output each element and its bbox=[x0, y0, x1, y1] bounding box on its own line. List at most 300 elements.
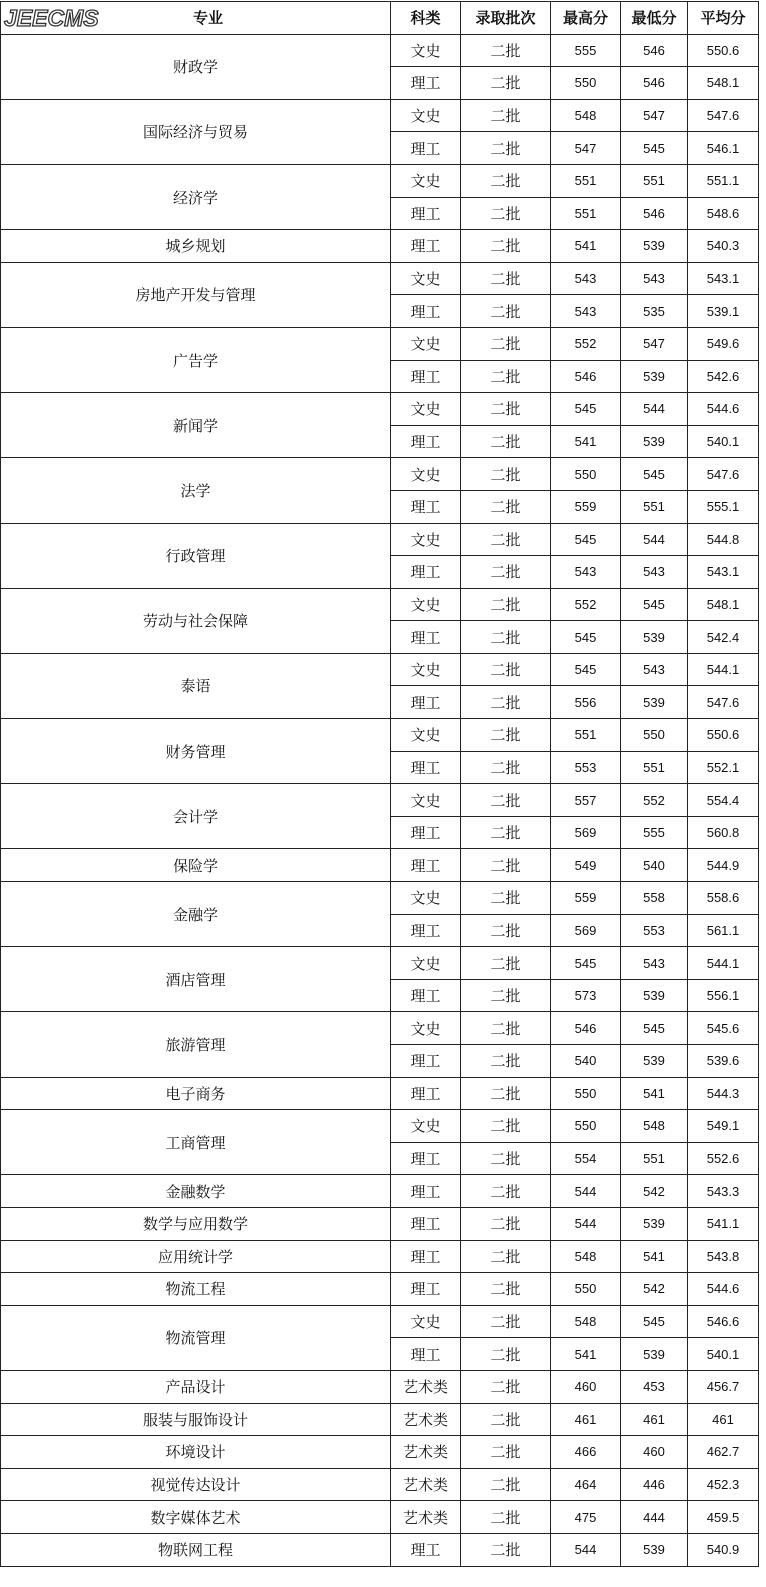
table-row bbox=[1, 458, 759, 491]
min-score-cell: 539 bbox=[621, 686, 688, 719]
max-score-cell: 569 bbox=[551, 914, 621, 947]
batch-cell: 二批 bbox=[461, 1077, 551, 1110]
max-score-cell: 559 bbox=[551, 490, 621, 523]
category-cell: 理工 bbox=[391, 67, 461, 100]
max-score-cell: 552 bbox=[551, 327, 621, 360]
major-name-cell: 房地产开发与管理 bbox=[1, 262, 391, 327]
major-name-cell: 会计学 bbox=[1, 784, 391, 849]
header-min-score: 最低分 bbox=[621, 2, 688, 35]
avg-score-cell: 543.1 bbox=[688, 262, 759, 295]
max-score-cell: 543 bbox=[551, 262, 621, 295]
batch-cell: 二批 bbox=[461, 979, 551, 1012]
batch-cell: 二批 bbox=[461, 653, 551, 686]
header-major bbox=[1, 2, 391, 35]
major-name-cell: 服装与服饰设计 bbox=[1, 1403, 391, 1436]
max-score-cell: 550 bbox=[551, 1077, 621, 1110]
batch-cell: 二批 bbox=[461, 719, 551, 752]
major-name-cell: 视觉传达设计 bbox=[1, 1468, 391, 1501]
batch-cell: 二批 bbox=[461, 230, 551, 263]
min-score-cell: 539 bbox=[621, 1045, 688, 1078]
min-score-cell: 544 bbox=[621, 393, 688, 426]
table-row bbox=[1, 947, 759, 980]
table-row bbox=[1, 653, 759, 686]
min-score-cell: 558 bbox=[621, 882, 688, 915]
category-cell: 文史 bbox=[391, 784, 461, 817]
batch-cell: 二批 bbox=[461, 1305, 551, 1338]
avg-score-cell: 552.1 bbox=[688, 751, 759, 784]
major-name-cell: 保险学 bbox=[1, 849, 391, 882]
batch-cell: 二批 bbox=[461, 1436, 551, 1469]
max-score-cell: 551 bbox=[551, 719, 621, 752]
table-row bbox=[1, 588, 759, 621]
min-score-cell: 543 bbox=[621, 947, 688, 980]
min-score-cell: 544 bbox=[621, 523, 688, 556]
table-row bbox=[1, 1403, 759, 1436]
category-cell: 文史 bbox=[391, 947, 461, 980]
category-cell: 文史 bbox=[391, 34, 461, 67]
category-cell: 理工 bbox=[391, 686, 461, 719]
table-row bbox=[1, 1533, 759, 1566]
header-major-label: 专业 bbox=[192, 9, 223, 28]
avg-score-cell: 548.1 bbox=[688, 588, 759, 621]
header-batch: 录取批次 bbox=[461, 2, 551, 35]
table-row bbox=[1, 1175, 759, 1208]
avg-score-cell: 560.8 bbox=[688, 816, 759, 849]
min-score-cell: 546 bbox=[621, 67, 688, 100]
major-name-cell: 财政学 bbox=[1, 34, 391, 99]
table-row bbox=[1, 719, 759, 752]
major-name-cell: 城乡规划 bbox=[1, 230, 391, 263]
avg-score-cell: 550.6 bbox=[688, 34, 759, 67]
max-score-cell: 556 bbox=[551, 686, 621, 719]
batch-cell: 二批 bbox=[461, 914, 551, 947]
min-score-cell: 453 bbox=[621, 1370, 688, 1403]
avg-score-cell: 544.9 bbox=[688, 849, 759, 882]
min-score-cell: 461 bbox=[621, 1403, 688, 1436]
batch-cell: 二批 bbox=[461, 1207, 551, 1240]
batch-cell: 二批 bbox=[461, 1273, 551, 1306]
table-row bbox=[1, 784, 759, 817]
avg-score-cell: 542.6 bbox=[688, 360, 759, 393]
avg-score-cell: 459.5 bbox=[688, 1501, 759, 1534]
table-row bbox=[1, 1370, 759, 1403]
table-row bbox=[1, 849, 759, 882]
max-score-cell: 475 bbox=[551, 1501, 621, 1534]
max-score-cell: 466 bbox=[551, 1436, 621, 1469]
batch-cell: 二批 bbox=[461, 621, 551, 654]
batch-cell: 二批 bbox=[461, 360, 551, 393]
avg-score-cell: 542.4 bbox=[688, 621, 759, 654]
max-score-cell: 557 bbox=[551, 784, 621, 817]
max-score-cell: 541 bbox=[551, 230, 621, 263]
table-row bbox=[1, 230, 759, 263]
category-cell: 理工 bbox=[391, 1077, 461, 1110]
max-score-cell: 550 bbox=[551, 1110, 621, 1143]
header-category: 科类 bbox=[391, 2, 461, 35]
category-cell: 文史 bbox=[391, 262, 461, 295]
jeecms-watermark-logo: JEECMS bbox=[4, 5, 99, 31]
admission-score-table bbox=[0, 1, 759, 1567]
table-row bbox=[1, 1436, 759, 1469]
max-score-cell: 569 bbox=[551, 816, 621, 849]
batch-cell: 二批 bbox=[461, 132, 551, 165]
max-score-cell: 544 bbox=[551, 1175, 621, 1208]
min-score-cell: 539 bbox=[621, 979, 688, 1012]
min-score-cell: 535 bbox=[621, 295, 688, 328]
batch-cell: 二批 bbox=[461, 1468, 551, 1501]
batch-cell: 二批 bbox=[461, 849, 551, 882]
table-row bbox=[1, 1273, 759, 1306]
avg-score-cell: 561.1 bbox=[688, 914, 759, 947]
batch-cell: 二批 bbox=[461, 686, 551, 719]
table-row bbox=[1, 1305, 759, 1338]
category-cell: 理工 bbox=[391, 230, 461, 263]
category-cell: 理工 bbox=[391, 132, 461, 165]
table-row bbox=[1, 1012, 759, 1045]
min-score-cell: 539 bbox=[621, 621, 688, 654]
batch-cell: 二批 bbox=[461, 1142, 551, 1175]
category-cell: 文史 bbox=[391, 1110, 461, 1143]
category-cell: 文史 bbox=[391, 882, 461, 915]
max-score-cell: 544 bbox=[551, 1207, 621, 1240]
min-score-cell: 460 bbox=[621, 1436, 688, 1469]
major-name-cell: 经济学 bbox=[1, 164, 391, 229]
max-score-cell: 544 bbox=[551, 1533, 621, 1566]
avg-score-cell: 543.3 bbox=[688, 1175, 759, 1208]
min-score-cell: 548 bbox=[621, 1110, 688, 1143]
max-score-cell: 559 bbox=[551, 882, 621, 915]
table-row bbox=[1, 327, 759, 360]
category-cell: 理工 bbox=[391, 1045, 461, 1078]
max-score-cell: 461 bbox=[551, 1403, 621, 1436]
min-score-cell: 545 bbox=[621, 1305, 688, 1338]
batch-cell: 二批 bbox=[461, 295, 551, 328]
max-score-cell: 548 bbox=[551, 1305, 621, 1338]
avg-score-cell: 550.6 bbox=[688, 719, 759, 752]
min-score-cell: 547 bbox=[621, 99, 688, 132]
table-row bbox=[1, 34, 759, 67]
avg-score-cell: 540.1 bbox=[688, 1338, 759, 1371]
category-cell: 文史 bbox=[391, 393, 461, 426]
avg-score-cell: 544.1 bbox=[688, 653, 759, 686]
min-score-cell: 444 bbox=[621, 1501, 688, 1534]
max-score-cell: 550 bbox=[551, 1273, 621, 1306]
batch-cell: 二批 bbox=[461, 947, 551, 980]
batch-cell: 二批 bbox=[461, 425, 551, 458]
avg-score-cell: 540.3 bbox=[688, 230, 759, 263]
batch-cell: 二批 bbox=[461, 34, 551, 67]
avg-score-cell: 547.6 bbox=[688, 686, 759, 719]
min-score-cell: 545 bbox=[621, 458, 688, 491]
table-row bbox=[1, 164, 759, 197]
major-name-cell: 财务管理 bbox=[1, 719, 391, 784]
category-cell: 理工 bbox=[391, 1142, 461, 1175]
avg-score-cell: 541.1 bbox=[688, 1207, 759, 1240]
max-score-cell: 543 bbox=[551, 295, 621, 328]
max-score-cell: 541 bbox=[551, 425, 621, 458]
category-cell: 文史 bbox=[391, 719, 461, 752]
category-cell: 理工 bbox=[391, 849, 461, 882]
category-cell: 文史 bbox=[391, 327, 461, 360]
major-name-cell: 新闻学 bbox=[1, 393, 391, 458]
batch-cell: 二批 bbox=[461, 197, 551, 230]
min-score-cell: 539 bbox=[621, 1207, 688, 1240]
batch-cell: 二批 bbox=[461, 784, 551, 817]
max-score-cell: 545 bbox=[551, 393, 621, 426]
major-name-cell: 泰语 bbox=[1, 653, 391, 718]
category-cell: 理工 bbox=[391, 360, 461, 393]
major-name-cell: 金融学 bbox=[1, 882, 391, 947]
min-score-cell: 545 bbox=[621, 132, 688, 165]
max-score-cell: 554 bbox=[551, 1142, 621, 1175]
major-name-cell: 劳动与社会保障 bbox=[1, 588, 391, 653]
major-name-cell: 数字媒体艺术 bbox=[1, 1501, 391, 1534]
avg-score-cell: 544.6 bbox=[688, 1273, 759, 1306]
max-score-cell: 551 bbox=[551, 197, 621, 230]
table-row bbox=[1, 1501, 759, 1534]
category-cell: 理工 bbox=[391, 816, 461, 849]
batch-cell: 二批 bbox=[461, 393, 551, 426]
batch-cell: 二批 bbox=[461, 1240, 551, 1273]
category-cell: 艺术类 bbox=[391, 1501, 461, 1534]
avg-score-cell: 539.6 bbox=[688, 1045, 759, 1078]
batch-cell: 二批 bbox=[461, 262, 551, 295]
min-score-cell: 541 bbox=[621, 1077, 688, 1110]
major-name-cell: 行政管理 bbox=[1, 523, 391, 588]
min-score-cell: 542 bbox=[621, 1273, 688, 1306]
max-score-cell: 548 bbox=[551, 1240, 621, 1273]
min-score-cell: 541 bbox=[621, 1240, 688, 1273]
major-name-cell: 数学与应用数学 bbox=[1, 1207, 391, 1240]
category-cell: 文史 bbox=[391, 1012, 461, 1045]
avg-score-cell: 462.7 bbox=[688, 1436, 759, 1469]
max-score-cell: 551 bbox=[551, 164, 621, 197]
table-row bbox=[1, 1207, 759, 1240]
avg-score-cell: 547.6 bbox=[688, 99, 759, 132]
min-score-cell: 553 bbox=[621, 914, 688, 947]
batch-cell: 二批 bbox=[461, 1533, 551, 1566]
batch-cell: 二批 bbox=[461, 588, 551, 621]
table-row bbox=[1, 1240, 759, 1273]
max-score-cell: 555 bbox=[551, 34, 621, 67]
table-row bbox=[1, 882, 759, 915]
min-score-cell: 545 bbox=[621, 1012, 688, 1045]
max-score-cell: 546 bbox=[551, 360, 621, 393]
max-score-cell: 547 bbox=[551, 132, 621, 165]
batch-cell: 二批 bbox=[461, 458, 551, 491]
category-cell: 理工 bbox=[391, 1273, 461, 1306]
category-cell: 文史 bbox=[391, 164, 461, 197]
batch-cell: 二批 bbox=[461, 523, 551, 556]
major-name-cell: 广告学 bbox=[1, 327, 391, 392]
category-cell: 理工 bbox=[391, 979, 461, 1012]
category-cell: 理工 bbox=[391, 1533, 461, 1566]
min-score-cell: 551 bbox=[621, 751, 688, 784]
batch-cell: 二批 bbox=[461, 751, 551, 784]
avg-score-cell: 549.6 bbox=[688, 327, 759, 360]
max-score-cell: 549 bbox=[551, 849, 621, 882]
min-score-cell: 446 bbox=[621, 1468, 688, 1501]
max-score-cell: 545 bbox=[551, 947, 621, 980]
table-row bbox=[1, 99, 759, 132]
avg-score-cell: 548.1 bbox=[688, 67, 759, 100]
major-name-cell: 国际经济与贸易 bbox=[1, 99, 391, 164]
max-score-cell: 550 bbox=[551, 67, 621, 100]
max-score-cell: 541 bbox=[551, 1338, 621, 1371]
avg-score-cell: 461 bbox=[688, 1403, 759, 1436]
category-cell: 文史 bbox=[391, 653, 461, 686]
major-name-cell: 法学 bbox=[1, 458, 391, 523]
min-score-cell: 551 bbox=[621, 1142, 688, 1175]
category-cell: 理工 bbox=[391, 1338, 461, 1371]
min-score-cell: 555 bbox=[621, 816, 688, 849]
avg-score-cell: 556.1 bbox=[688, 979, 759, 1012]
batch-cell: 二批 bbox=[461, 1403, 551, 1436]
major-name-cell: 电子商务 bbox=[1, 1077, 391, 1110]
category-cell: 理工 bbox=[391, 490, 461, 523]
major-name-cell: 旅游管理 bbox=[1, 1012, 391, 1077]
avg-score-cell: 544.3 bbox=[688, 1077, 759, 1110]
min-score-cell: 543 bbox=[621, 653, 688, 686]
min-score-cell: 540 bbox=[621, 849, 688, 882]
min-score-cell: 552 bbox=[621, 784, 688, 817]
table-row bbox=[1, 1110, 759, 1143]
batch-cell: 二批 bbox=[461, 99, 551, 132]
batch-cell: 二批 bbox=[461, 327, 551, 360]
avg-score-cell: 552.6 bbox=[688, 1142, 759, 1175]
major-name-cell: 酒店管理 bbox=[1, 947, 391, 1012]
major-name-cell: 工商管理 bbox=[1, 1110, 391, 1175]
category-cell: 理工 bbox=[391, 1207, 461, 1240]
batch-cell: 二批 bbox=[461, 67, 551, 100]
max-score-cell: 548 bbox=[551, 99, 621, 132]
category-cell: 理工 bbox=[391, 621, 461, 654]
avg-score-cell: 544.6 bbox=[688, 393, 759, 426]
batch-cell: 二批 bbox=[461, 1175, 551, 1208]
batch-cell: 二批 bbox=[461, 556, 551, 589]
table-row bbox=[1, 1077, 759, 1110]
category-cell: 文史 bbox=[391, 458, 461, 491]
max-score-cell: 546 bbox=[551, 1012, 621, 1045]
min-score-cell: 545 bbox=[621, 588, 688, 621]
category-cell: 文史 bbox=[391, 523, 461, 556]
category-cell: 理工 bbox=[391, 1175, 461, 1208]
avg-score-cell: 548.6 bbox=[688, 197, 759, 230]
batch-cell: 二批 bbox=[461, 882, 551, 915]
max-score-cell: 550 bbox=[551, 458, 621, 491]
avg-score-cell: 551.1 bbox=[688, 164, 759, 197]
min-score-cell: 542 bbox=[621, 1175, 688, 1208]
max-score-cell: 573 bbox=[551, 979, 621, 1012]
major-name-cell: 物流管理 bbox=[1, 1305, 391, 1370]
avg-score-cell: 452.3 bbox=[688, 1468, 759, 1501]
table-row bbox=[1, 393, 759, 426]
category-cell: 理工 bbox=[391, 295, 461, 328]
header-max-score: 最高分 bbox=[551, 2, 621, 35]
header-avg-score: 平均分 bbox=[688, 2, 759, 35]
batch-cell: 二批 bbox=[461, 1338, 551, 1371]
category-cell: 艺术类 bbox=[391, 1370, 461, 1403]
min-score-cell: 550 bbox=[621, 719, 688, 752]
min-score-cell: 551 bbox=[621, 164, 688, 197]
avg-score-cell: 547.6 bbox=[688, 458, 759, 491]
batch-cell: 二批 bbox=[461, 164, 551, 197]
avg-score-cell: 540.9 bbox=[688, 1533, 759, 1566]
max-score-cell: 545 bbox=[551, 523, 621, 556]
avg-score-cell: 546.6 bbox=[688, 1305, 759, 1338]
min-score-cell: 547 bbox=[621, 327, 688, 360]
min-score-cell: 551 bbox=[621, 490, 688, 523]
max-score-cell: 460 bbox=[551, 1370, 621, 1403]
category-cell: 文史 bbox=[391, 1305, 461, 1338]
batch-cell: 二批 bbox=[461, 1110, 551, 1143]
major-name-cell: 金融数学 bbox=[1, 1175, 391, 1208]
batch-cell: 二批 bbox=[461, 490, 551, 523]
category-cell: 理工 bbox=[391, 425, 461, 458]
category-cell: 艺术类 bbox=[391, 1468, 461, 1501]
min-score-cell: 546 bbox=[621, 34, 688, 67]
category-cell: 文史 bbox=[391, 588, 461, 621]
avg-score-cell: 456.7 bbox=[688, 1370, 759, 1403]
category-cell: 理工 bbox=[391, 556, 461, 589]
major-name-cell: 物联网工程 bbox=[1, 1533, 391, 1566]
major-name-cell: 环境设计 bbox=[1, 1436, 391, 1469]
min-score-cell: 543 bbox=[621, 556, 688, 589]
avg-score-cell: 558.6 bbox=[688, 882, 759, 915]
major-name-cell: 应用统计学 bbox=[1, 1240, 391, 1273]
score-table-container bbox=[0, 1, 758, 1567]
table-row bbox=[1, 262, 759, 295]
category-cell: 理工 bbox=[391, 914, 461, 947]
min-score-cell: 539 bbox=[621, 360, 688, 393]
batch-cell: 二批 bbox=[461, 1370, 551, 1403]
avg-score-cell: 540.1 bbox=[688, 425, 759, 458]
table-row bbox=[1, 1468, 759, 1501]
avg-score-cell: 544.1 bbox=[688, 947, 759, 980]
min-score-cell: 539 bbox=[621, 1338, 688, 1371]
min-score-cell: 539 bbox=[621, 425, 688, 458]
major-name-cell: 物流工程 bbox=[1, 1273, 391, 1306]
table-body bbox=[1, 34, 759, 1566]
avg-score-cell: 545.6 bbox=[688, 1012, 759, 1045]
batch-cell: 二批 bbox=[461, 1012, 551, 1045]
category-cell: 理工 bbox=[391, 1240, 461, 1273]
batch-cell: 二批 bbox=[461, 1045, 551, 1078]
major-name-cell: 产品设计 bbox=[1, 1370, 391, 1403]
avg-score-cell: 546.1 bbox=[688, 132, 759, 165]
category-cell: 艺术类 bbox=[391, 1436, 461, 1469]
min-score-cell: 543 bbox=[621, 262, 688, 295]
category-cell: 文史 bbox=[391, 99, 461, 132]
avg-score-cell: 539.1 bbox=[688, 295, 759, 328]
min-score-cell: 546 bbox=[621, 197, 688, 230]
avg-score-cell: 549.1 bbox=[688, 1110, 759, 1143]
avg-score-cell: 544.8 bbox=[688, 523, 759, 556]
table-header-row bbox=[1, 2, 759, 35]
min-score-cell: 539 bbox=[621, 1533, 688, 1566]
batch-cell: 二批 bbox=[461, 816, 551, 849]
category-cell: 理工 bbox=[391, 197, 461, 230]
max-score-cell: 545 bbox=[551, 621, 621, 654]
batch-cell: 二批 bbox=[461, 1501, 551, 1534]
avg-score-cell: 554.4 bbox=[688, 784, 759, 817]
max-score-cell: 553 bbox=[551, 751, 621, 784]
category-cell: 理工 bbox=[391, 751, 461, 784]
max-score-cell: 552 bbox=[551, 588, 621, 621]
avg-score-cell: 555.1 bbox=[688, 490, 759, 523]
max-score-cell: 464 bbox=[551, 1468, 621, 1501]
max-score-cell: 540 bbox=[551, 1045, 621, 1078]
